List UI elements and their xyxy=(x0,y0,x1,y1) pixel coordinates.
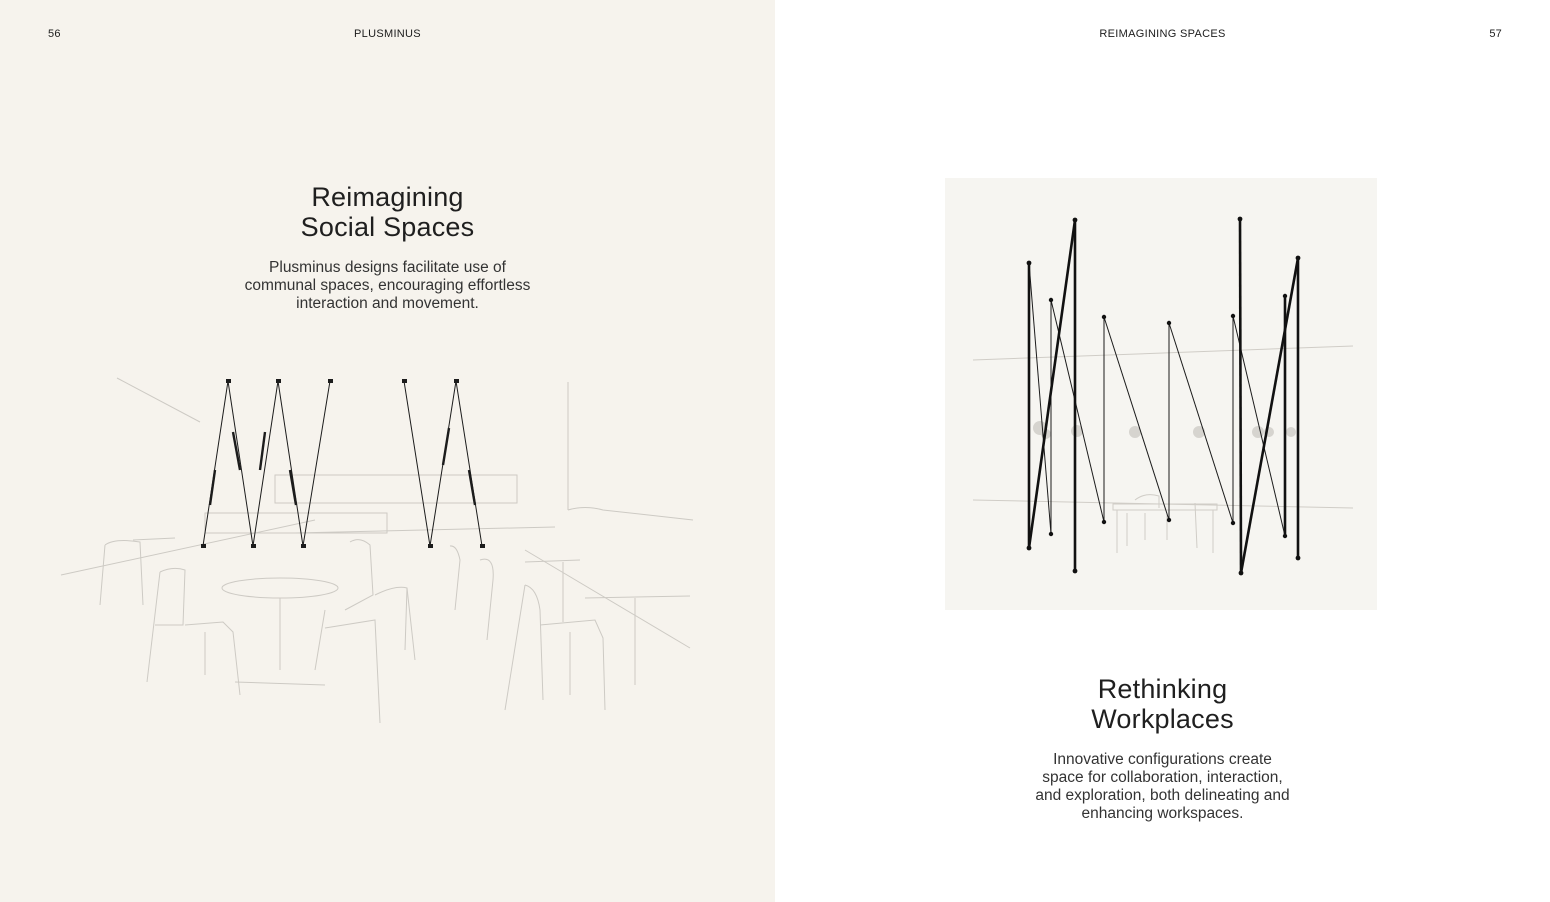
heading-line: Rethinking xyxy=(1097,674,1228,704)
running-head-left: PLUSMINUS xyxy=(354,28,421,40)
social-space-illustration xyxy=(55,370,700,730)
light-glows xyxy=(1033,421,1296,439)
heading-line: Social Spaces xyxy=(300,212,475,242)
intro-paragraph-right xyxy=(775,751,1550,823)
running-head-right: REIMAGINING SPACES xyxy=(1099,28,1226,40)
right-page xyxy=(775,0,1550,902)
page-number-right: 57 xyxy=(1489,28,1502,40)
body-line: enhancing workspaces. xyxy=(1081,805,1244,822)
body-line: space for collaboration, interaction, xyxy=(1042,769,1283,786)
workplace-illustration xyxy=(945,178,1377,610)
body-line: and exploration, both delineating and xyxy=(1035,787,1290,804)
body-line: Innovative configurations create xyxy=(1053,751,1272,768)
intro-paragraph-left xyxy=(0,259,775,313)
workplace-illustration-panel xyxy=(945,178,1377,610)
page-number-left: 56 xyxy=(48,28,61,40)
page-title-left xyxy=(0,182,775,242)
light-tubes xyxy=(210,428,475,505)
heading-line: Workplaces xyxy=(1091,704,1234,734)
luminaire-lines xyxy=(203,381,482,546)
body-line: interaction and movement. xyxy=(296,295,479,312)
interior-sketch xyxy=(61,378,693,723)
page-title-right xyxy=(775,674,1550,734)
bold-structure-lines xyxy=(1029,219,1298,573)
body-line: communal spaces, encouraging effortless xyxy=(244,277,531,294)
heading-line: Reimagining xyxy=(311,182,464,212)
body-line: Plusminus designs facilitate use of xyxy=(269,259,506,276)
